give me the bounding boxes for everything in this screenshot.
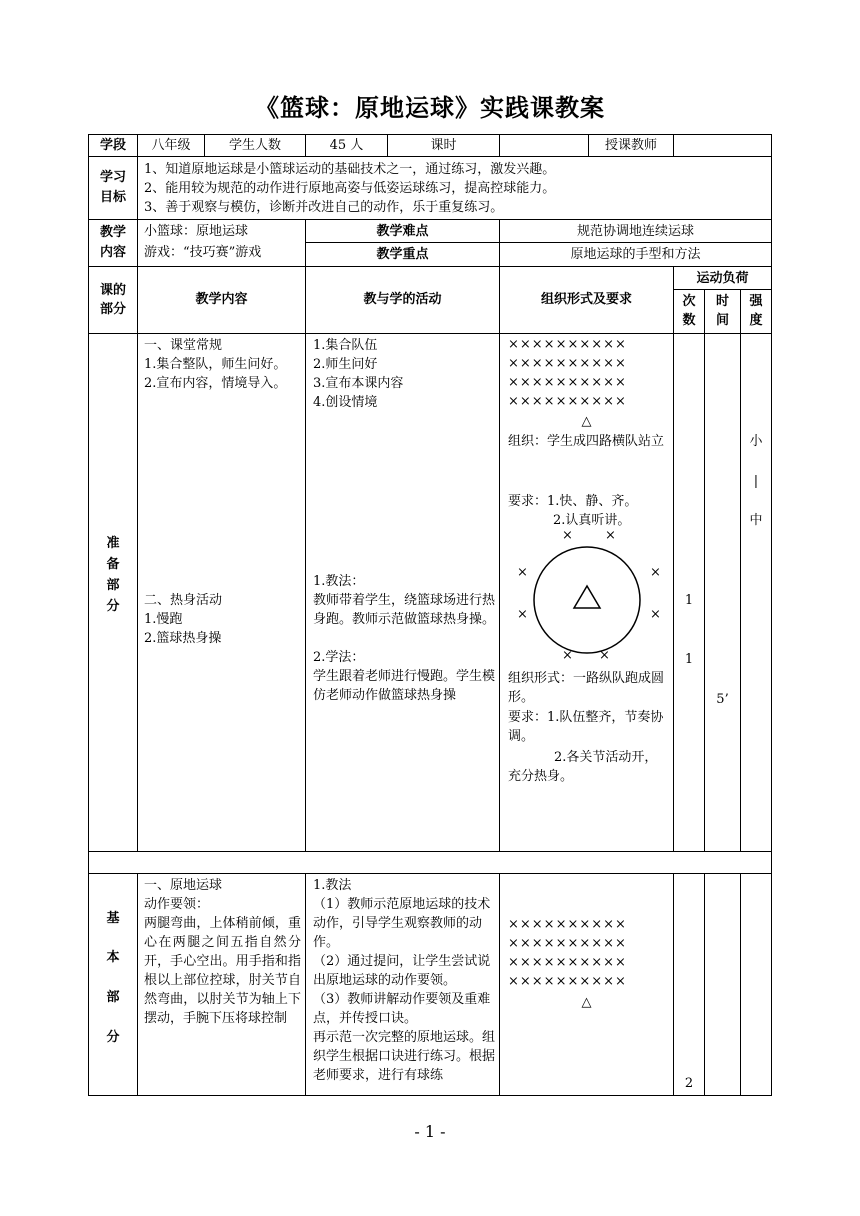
teacher-triangle-icon	[574, 586, 600, 608]
content-line-2: 游戏：“技巧赛”游戏	[144, 245, 262, 260]
content-label-1: 教学	[99, 225, 126, 240]
prep-time: 5’	[716, 692, 729, 707]
student-mark: ×	[605, 528, 616, 543]
teacher-mark: △	[581, 414, 592, 429]
prep-activity-line: 3.宣布本课内容	[313, 376, 404, 391]
basic-formation-row: ××××××××××	[508, 955, 627, 970]
objective-item: 3、善于观察与模仿，诊断并改进自己的动作，乐于重复练习。	[144, 200, 504, 215]
students-label: 学生人数	[228, 138, 281, 153]
basic-part-char: 基	[106, 911, 120, 926]
prep-activity-line: 学生跟着老师进行慢跑。学生模仿老师动作做篮球热身操	[313, 669, 496, 703]
col-content: 教学内容	[195, 292, 248, 307]
basic-formation-row: ××××××××××	[508, 974, 627, 989]
xueduan-value: 八年级	[151, 138, 191, 153]
prep-activity-line: 1.集合队伍	[313, 338, 378, 353]
prep-intensity: |	[753, 474, 759, 489]
col-org: 组织形式及要求	[540, 292, 632, 307]
student-mark: ×	[599, 648, 610, 663]
prep-intensity: 小	[749, 434, 763, 449]
prep-times: 1	[684, 593, 694, 608]
prep-part-char: 部	[106, 578, 120, 593]
content-line-1: 小篮球：原地运球	[144, 224, 249, 239]
student-mark: ×	[562, 648, 573, 663]
difficulty-value: 规范协调地连续运球	[576, 224, 694, 239]
col-part-1: 课的	[99, 283, 126, 298]
student-mark: ×	[650, 565, 661, 580]
basic-part-char: 本	[106, 950, 120, 965]
col-time-2: 间	[715, 313, 729, 328]
col-activity: 教与学的活动	[363, 292, 442, 307]
document-title: 《篮球：原地运球》实践课教案	[255, 93, 605, 122]
prep-activity-line: 教师带着学生，绕篮球场进行热身跑。教师示范做篮球热身操。	[313, 593, 496, 627]
prep-activity-line: 1.教法：	[313, 574, 365, 589]
prep-times: 1	[684, 652, 694, 667]
prep-intensity: 中	[749, 513, 763, 528]
student-mark: ×	[517, 607, 528, 622]
prep-activity-line: 2.师生问好	[313, 357, 378, 372]
col-part-2: 部分	[99, 302, 126, 317]
difficulty-label: 教学难点	[376, 224, 429, 239]
prep-part-char: 备	[106, 557, 120, 572]
basic-teacher-mark: △	[581, 995, 592, 1010]
warmup-circle	[534, 547, 640, 653]
prep-content-line: 2.宣布内容，情境导入。	[144, 376, 287, 391]
formation-row: ××××××××××	[508, 337, 627, 352]
col-load: 运动负荷	[696, 271, 749, 286]
col-times-2: 数	[682, 313, 696, 328]
formation-row: ××××××××××	[508, 394, 627, 409]
objective-item: 2、能用较为规范的动作进行原地高姿与低姿运球练习，提高控球能力。	[144, 181, 556, 196]
prep-part-char: 准	[106, 536, 120, 551]
students-value: 45 人	[329, 138, 364, 153]
basic-times: 2	[684, 1076, 694, 1091]
student-mark: ×	[517, 565, 528, 580]
xueduan-label: 学段	[99, 138, 126, 153]
col-times-1: 次	[682, 294, 696, 309]
prep-part-char: 分	[106, 599, 120, 614]
col-time-1: 时	[715, 294, 729, 309]
key-label: 教学重点	[376, 247, 429, 262]
student-mark: ×	[562, 528, 573, 543]
org-text: 要求：1.快、静、齐。	[508, 494, 638, 509]
formation-row: ××××××××××	[508, 375, 627, 390]
basic-content: 一、原地运球 动作要领： 两腿弯曲，上体稍前倾，重心在两腿之间五指自然分开，手心空出。用手指和指根以上部位控球，肘关节自然弯曲，以肘关节为轴上下摆动，手腕下压将球控制	[144, 878, 301, 1026]
basic-part-char: 分	[106, 1030, 120, 1045]
prep-content-line: 一、课堂常规	[144, 338, 223, 353]
content-label-2: 内容	[99, 245, 126, 260]
basic-activity: 1.教法 （1）教师示范原地运球的技术动作，引导学生观察教师的动作。 （2）通过提问，让学生尝试说出原地运球的动作要领。 （3）教师讲解动作要领及重难点，并传授口诀。 再示范一次完整的原地运球。组织学生根据口诀进行练习。根据老师要求，进行有球练	[313, 878, 495, 1083]
org-text: 组织：学生成四路横队站立	[508, 434, 665, 449]
basic-formation-row: ××××××××××	[508, 936, 627, 951]
col-intensity-1: 强	[749, 294, 763, 309]
org-text: 组织形式：一路纵队跑成圆形。	[508, 671, 665, 705]
col-intensity-2: 度	[749, 313, 763, 328]
prep-content-line: 1.慢跑	[144, 612, 183, 627]
prep-activity-line: 4.创设情境	[313, 395, 378, 410]
objective-item: 1、知道原地运球是小篮球运动的基础技术之一，通过练习，激发兴趣。	[144, 162, 556, 177]
formation-row: ××××××××××	[508, 356, 627, 371]
org-text: 2.各关节活动开，充分热身。	[508, 750, 658, 784]
org-text: 2.认真听讲。	[553, 513, 631, 528]
basic-formation-row: ××××××××××	[508, 917, 627, 932]
teacher-label: 授课教师	[604, 138, 657, 153]
org-text: 要求：1.队伍整齐，节奏协调。	[508, 710, 664, 744]
prep-content-line: 1.集合整队，师生问好。	[144, 357, 287, 372]
objectives-label-2: 目标	[99, 190, 126, 205]
key-value: 原地运球的手型和方法	[570, 247, 701, 262]
page-number: - 1 -	[414, 1122, 446, 1141]
prep-activity-line: 2.学法：	[313, 650, 365, 665]
period-label: 课时	[430, 138, 457, 153]
student-mark: ×	[650, 607, 661, 622]
basic-part-char: 部	[106, 990, 120, 1005]
prep-content-line: 2.篮球热身操	[144, 631, 222, 646]
prep-content-line: 二、热身活动	[144, 593, 223, 608]
objectives-label-1: 学习	[99, 170, 126, 185]
